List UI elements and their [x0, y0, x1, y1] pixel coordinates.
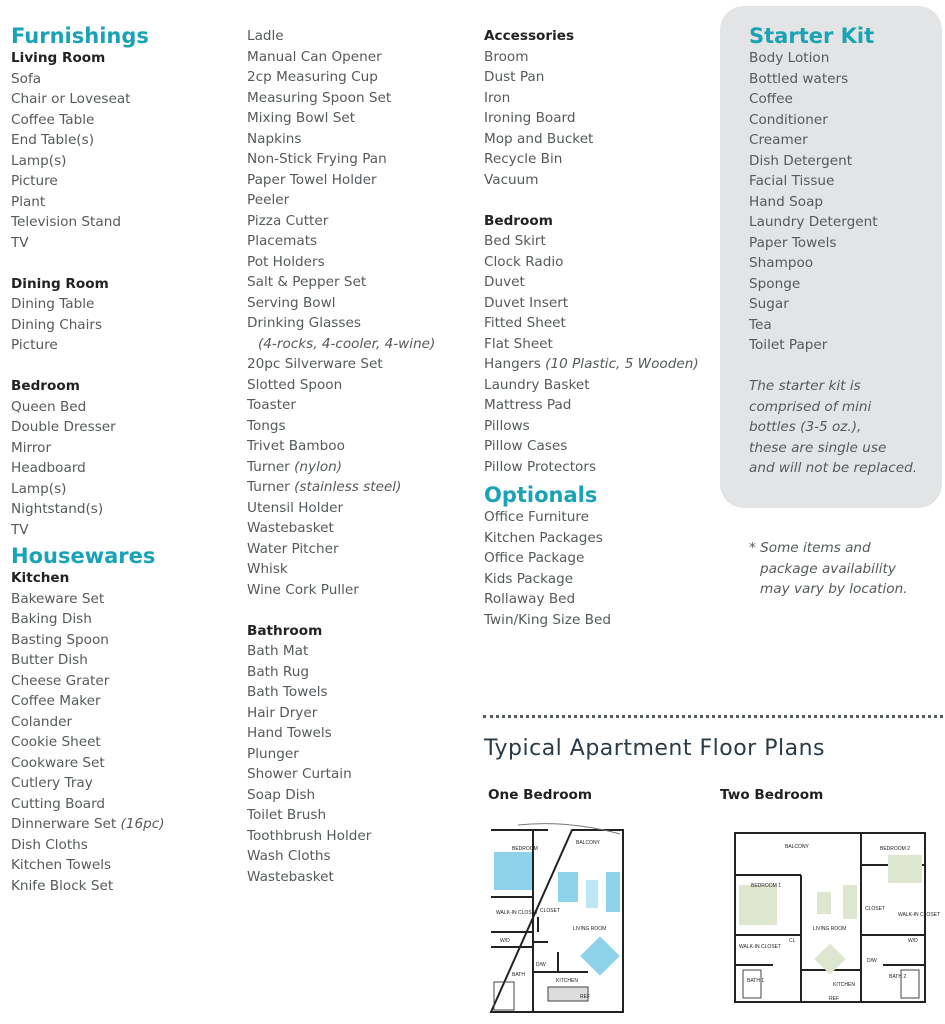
housewares-heading: Housewares — [11, 544, 156, 568]
list-item: Knife Block Set — [11, 877, 114, 894]
room-label: CL — [789, 938, 796, 944]
room-label: BEDROOM — [512, 846, 538, 852]
list-item: Hand Towels — [247, 725, 332, 741]
list-item — [247, 477, 435, 498]
floor-plans-title: Typical Apartment Floor Plans — [484, 736, 825, 761]
bedroom-heading: Bedroom — [11, 378, 80, 394]
list-item: 20pc Silverware Set — [247, 356, 383, 372]
column-2 — [247, 26, 435, 887]
list-item: Plunger — [247, 745, 299, 762]
list-item: Bottled waters — [749, 70, 849, 87]
list-item: Wastebasket — [247, 868, 334, 885]
room-label: KITCHEN — [833, 982, 855, 988]
list-item: Cookware Set — [11, 754, 105, 771]
turner-steel-label: Turner — [247, 479, 290, 495]
room-label: CLOSET — [865, 906, 886, 912]
list-item: Dining Table — [11, 296, 95, 312]
list-item — [11, 814, 165, 835]
column-1 — [11, 24, 165, 896]
list-item: Double Dresser — [11, 419, 116, 435]
list-item: Mixing Bowl Set — [247, 110, 356, 126]
list-item: Placemats — [247, 233, 318, 249]
list-item: Broom — [484, 48, 529, 65]
list-item: Colander — [11, 713, 73, 730]
two-bedroom-floor-plan — [733, 830, 941, 1006]
list-item: Television Stand — [11, 214, 121, 230]
list-item: Cutlery Tray — [11, 775, 93, 791]
availability-note — [749, 538, 908, 600]
list-item: Trivet Bamboo — [247, 438, 345, 454]
availability-note-line: * Some items and — [749, 540, 871, 556]
section-divider — [483, 715, 943, 718]
list-item: Headboard — [11, 460, 86, 476]
list-item: Body Lotion — [749, 50, 830, 66]
hangers-label: Hangers — [484, 356, 541, 372]
accessories-heading: Accessories — [484, 28, 575, 44]
list-item: End Table(s) — [11, 132, 94, 148]
list-item: Duvet Insert — [484, 294, 569, 311]
list-item: Tongs — [247, 417, 286, 434]
room-label: D/W — [536, 962, 546, 968]
list-item: Wash Cloths — [247, 848, 331, 864]
list-item: TV — [11, 234, 29, 251]
starter-kit-heading: Starter Kit — [749, 24, 875, 48]
list-item: Lamp(s) — [11, 480, 67, 497]
list-item: Laundry Basket — [484, 376, 590, 393]
room-label: BATH — [512, 972, 525, 978]
list-item: Mirror — [11, 439, 52, 456]
list-item: Dish Detergent — [749, 152, 853, 169]
room-label: REF — [580, 994, 590, 1000]
furnishings-heading: Furnishings — [11, 24, 149, 48]
list-item: Manual Can Opener — [247, 48, 382, 65]
list-item: Pillow Protectors — [484, 458, 597, 475]
room-label: BEDROOM 2 — [880, 846, 911, 852]
list-item: Slotted Spoon — [247, 376, 343, 393]
list-item: Office Package — [484, 550, 585, 566]
list-item: Shower Curtain — [247, 766, 352, 782]
optionals-heading: Optionals — [484, 483, 598, 507]
starter-kit-note: The starter kit is — [749, 378, 861, 394]
starter-kit-note: bottles (3-5 oz.), — [749, 419, 862, 435]
room-label: WALK-IN CLOSET — [898, 912, 941, 918]
list-item: Flat Sheet — [484, 335, 553, 352]
starter-kit-note: comprised of mini — [749, 398, 872, 415]
list-item: Measuring Spoon Set — [247, 89, 392, 106]
list-item: 2cp Measuring Cup — [247, 69, 378, 85]
list-item: Napkins — [247, 130, 302, 147]
list-item: Cheese Grater — [11, 672, 110, 689]
list-item: Laundry Detergent — [749, 214, 878, 230]
turner-nylon-label: Turner — [247, 458, 290, 475]
list-item: Bath Rug — [247, 663, 310, 680]
hangers-note: (10 Plastic, 5 Wooden) — [545, 356, 699, 372]
list-item: Kitchen Packages — [484, 529, 603, 546]
list-item: Bakeware Set — [11, 590, 105, 607]
kitchen-heading: Kitchen — [11, 570, 70, 586]
list-item: Tea — [749, 316, 772, 333]
list-item: Sponge — [749, 275, 801, 292]
list-item: Rollaway Bed — [484, 591, 576, 607]
list-item: Bath Mat — [247, 643, 309, 659]
list-item: Conditioner — [749, 111, 828, 128]
list-item: Recycle Bin — [484, 151, 563, 167]
list-item — [247, 457, 435, 478]
room-label: BATH 1 — [747, 978, 765, 984]
list-item: Twin/King Size Bed — [484, 611, 611, 628]
one-bedroom-floor-plan — [488, 822, 630, 1018]
list-item: Iron — [484, 89, 511, 106]
bedroom-linens-heading: Bedroom — [484, 212, 553, 229]
list-item: Chair or Loveseat — [11, 91, 131, 107]
list-item: Sugar — [749, 296, 789, 312]
room-label: REF — [829, 996, 839, 1002]
dinnerware-note: (16pc) — [120, 816, 165, 832]
starter-kit-note: and will not be replaced. — [749, 460, 918, 476]
dining-room-heading: Dining Room — [11, 275, 109, 292]
list-item: Kids Package — [484, 570, 574, 587]
list-item: Drinking Glasses — [247, 315, 361, 331]
list-item: Serving Bowl — [247, 294, 336, 311]
list-item: Butter Dish — [11, 652, 88, 668]
room-label: D/W — [867, 958, 877, 964]
list-item: Soap Dish — [247, 786, 316, 803]
list-item: Ironing Board — [484, 110, 576, 126]
turner-steel-note: (stainless steel) — [294, 479, 402, 495]
list-item: Lamp(s) — [11, 152, 67, 169]
room-label: W/D — [500, 938, 510, 944]
bathroom-heading: Bathroom — [247, 622, 323, 639]
list-item: Peeler — [247, 192, 290, 208]
list-item: Dining Chairs — [11, 316, 103, 333]
list-item: Queen Bed — [11, 398, 87, 415]
list-item: Kitchen Towels — [11, 857, 112, 873]
turner-nylon-note: (nylon) — [294, 458, 343, 475]
list-item: Creamer — [749, 132, 808, 148]
list-item: Coffee Maker — [11, 693, 101, 709]
list-item: Wastebasket — [247, 520, 334, 536]
list-item: Pillow Cases — [484, 438, 568, 454]
room-label: BATH 2 — [889, 974, 907, 980]
list-item: Vacuum — [484, 171, 539, 188]
room-label: BALCONY — [785, 844, 809, 850]
list-item: Bath Towels — [247, 684, 328, 700]
room-label: CLOSET — [540, 908, 561, 914]
list-item: Pillows — [484, 417, 530, 434]
list-item: Clock Radio — [484, 253, 564, 270]
room-label: BALCONY — [576, 840, 600, 846]
list-item: Picture — [11, 173, 58, 189]
list-item: Pot Holders — [247, 253, 325, 270]
list-item: Water Pitcher — [247, 540, 339, 557]
list-item: Wine Cork Puller — [247, 581, 359, 598]
list-item: Coffee — [749, 91, 793, 107]
list-item: Paper Towel Holder — [247, 171, 377, 188]
living-room-list — [11, 69, 165, 254]
list-item: Shampoo — [749, 255, 814, 271]
column-3 — [484, 26, 699, 630]
list-item: Cutting Board — [11, 795, 106, 812]
list-item: Pizza Cutter — [247, 212, 329, 229]
list-item: Hand Soap — [749, 193, 824, 210]
availability-note-line: package availability — [760, 560, 896, 577]
list-item: Baking Dish — [11, 611, 92, 627]
list-item: Coffee Table — [11, 111, 95, 128]
list-item: Cookie Sheet — [11, 734, 101, 750]
list-item: Nightstand(s) — [11, 501, 104, 517]
list-item: Facial Tissue — [749, 173, 835, 189]
list-item: Toilet Paper — [749, 337, 828, 353]
availability-note-line: may vary by location. — [760, 581, 908, 597]
room-label: BEDROOM 1 — [751, 883, 782, 889]
list-item: Mattress Pad — [484, 397, 572, 413]
list-item: Toaster — [247, 397, 297, 413]
list-item — [484, 354, 699, 375]
list-item: Paper Towels — [749, 234, 837, 251]
room-label: LIVING ROOM — [573, 926, 607, 932]
list-item: Duvet — [484, 274, 525, 290]
room-label: WALK-IN CLOSET — [496, 910, 539, 916]
list-item: Dish Cloths — [11, 836, 88, 853]
list-item: Non-Stick Frying Pan — [247, 151, 387, 167]
list-item: Basting Spoon — [11, 631, 109, 648]
list-item: Plant — [11, 193, 46, 210]
list-item: Bed Skirt — [484, 233, 546, 249]
list-item: Whisk — [247, 561, 288, 577]
list-item: Fitted Sheet — [484, 315, 566, 331]
list-item: Ladle — [247, 28, 284, 44]
room-label: W/D — [908, 938, 918, 944]
list-item: Toothbrush Holder — [247, 827, 372, 844]
dinnerware-label: Dinnerware Set — [11, 816, 117, 832]
list-item: Sofa — [11, 70, 42, 87]
list-item: Toilet Brush — [247, 807, 327, 823]
one-bedroom-label: One Bedroom — [488, 787, 593, 803]
room-label: LIVING ROOM — [813, 926, 847, 932]
list-item: Office Furniture — [484, 509, 590, 525]
list-item: Hair Dryer — [247, 704, 318, 721]
list-item: Dust Pan — [484, 69, 545, 85]
two-bedroom-label: Two Bedroom — [720, 787, 824, 803]
living-room-heading: Living Room — [11, 50, 106, 66]
room-label: WALK-IN CLOSET — [739, 944, 782, 950]
starter-kit-note: these are single use — [749, 439, 887, 456]
list-item: TV — [11, 521, 29, 538]
list-item: Utensil Holder — [247, 499, 344, 516]
list-item: Picture — [11, 337, 58, 353]
glasses-note: (4-rocks, 4-cooler, 4-wine) — [258, 335, 436, 352]
room-label: KITCHEN — [556, 978, 578, 984]
list-item: Salt & Pepper Set — [247, 274, 367, 290]
starter-kit-column — [749, 24, 917, 479]
list-item: Mop and Bucket — [484, 130, 594, 147]
